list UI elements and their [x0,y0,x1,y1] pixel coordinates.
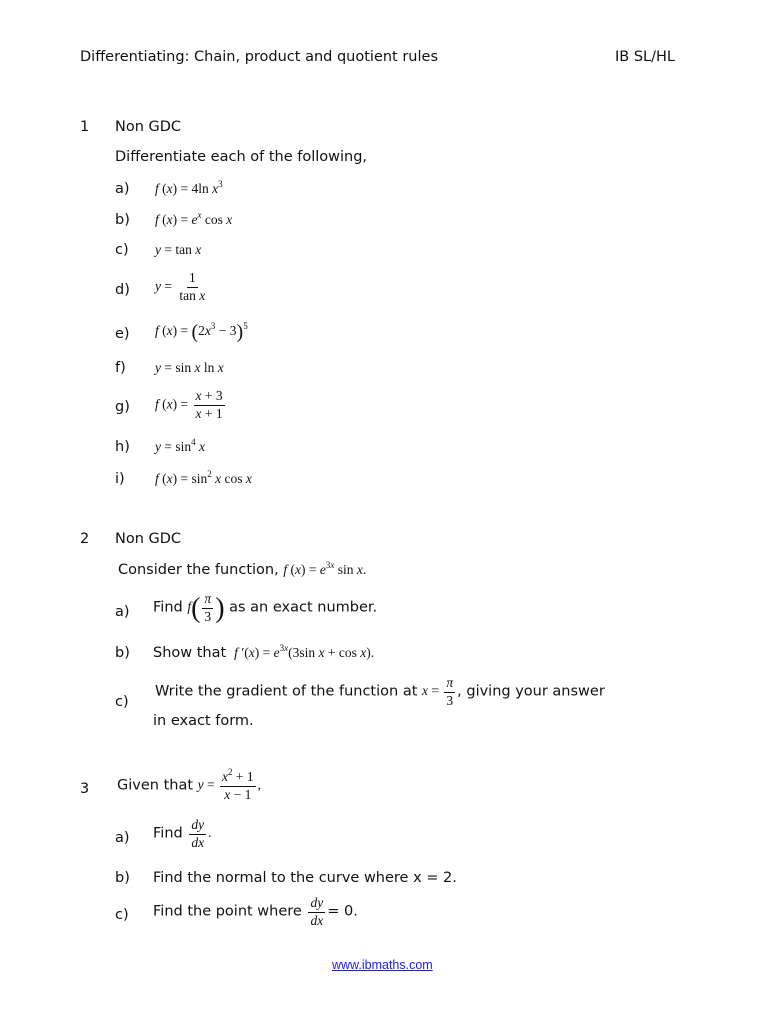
q1-expr-b: f $(x) = e^x$ cos x [155,210,233,227]
course-level: IB SL/HL [615,49,675,65]
q3-label-b: b) [115,870,130,886]
q2-label-b: b) [115,645,130,661]
q1-expr-f: y = sin x ln x [155,360,224,375]
q1-expr-d: y = $\frac{1}{\text{tan x}}$ [155,270,206,303]
question-2-number: 2 [80,531,90,547]
question-2-tag: Non GDC [115,531,182,547]
q2-part-c: Write the gradient of the function at x = $\frac{\pi}{3}$ , giving your answer [155,675,605,708]
q1-label-a: a) [115,181,130,197]
q2-label-a: a) [115,604,130,620]
q1-label-e: e) [115,326,130,342]
footer-link-wrap [332,957,433,973]
q1-expr-e: f $(x) = (2x^3 - 3)^5$ [155,321,248,343]
q3-part-c: Find the point where $\frac{dy}{dx}$ = 0. [153,895,358,928]
q1-expr-h: $y = \sin^4 x$ [155,437,205,454]
question-1-tag: Non GDC [115,119,182,135]
q1-label-i: i) [115,471,125,487]
q2-label-c: c) [115,694,129,710]
q3-label-a: a) [115,830,130,846]
q3-label-c: c) [115,907,129,923]
q1-label-g: g) [115,399,130,415]
question-3-number: 3 [80,781,90,797]
question-1-number: 1 [80,119,90,135]
q1-label-d: d) [115,282,130,298]
footer-link[interactable]: www.ibmaths.com [332,958,433,972]
q1-label-f: f) [115,360,126,376]
q1-expr-g: f (x) = $\frac{x + 3}{x + 1}$ [155,388,223,421]
q1-label-b: b) [115,212,130,228]
question-1-instruction: Differentiate each of the following, [115,149,368,165]
page-title: Differentiating: Chain, product and quotient rules [80,49,439,65]
question-2-intro: Consider the function, f $(x) = e^{3x}$ sin x. [118,560,367,578]
q3-part-b: Find the normal to the curve where x = 2. [153,870,457,886]
q1-label-c: c) [115,242,129,258]
q1-label-h: h) [115,439,130,455]
question-3-intro: Given that y = $\frac{x^2 + 1}{x - 1}$ , [117,767,261,802]
q1-expr-a: f (x) = 4ln $x^3$ [155,179,223,196]
q3-part-a: Find $\frac{dy}{dx}$ . [153,817,212,850]
q2-part-b: Show that f $'(x) = e^{3x}(3\sin$ x + cos x). [153,643,375,661]
q1-expr-i: f $(x) = \sin^2 x$ cos x [155,469,252,486]
q2-part-a: Find f( $\frac{\pi}{3}$ ) as an exact number. [153,591,378,625]
q1-expr-c: y = tan x [155,242,202,257]
q2-part-c-line2: in exact form. [153,713,254,729]
